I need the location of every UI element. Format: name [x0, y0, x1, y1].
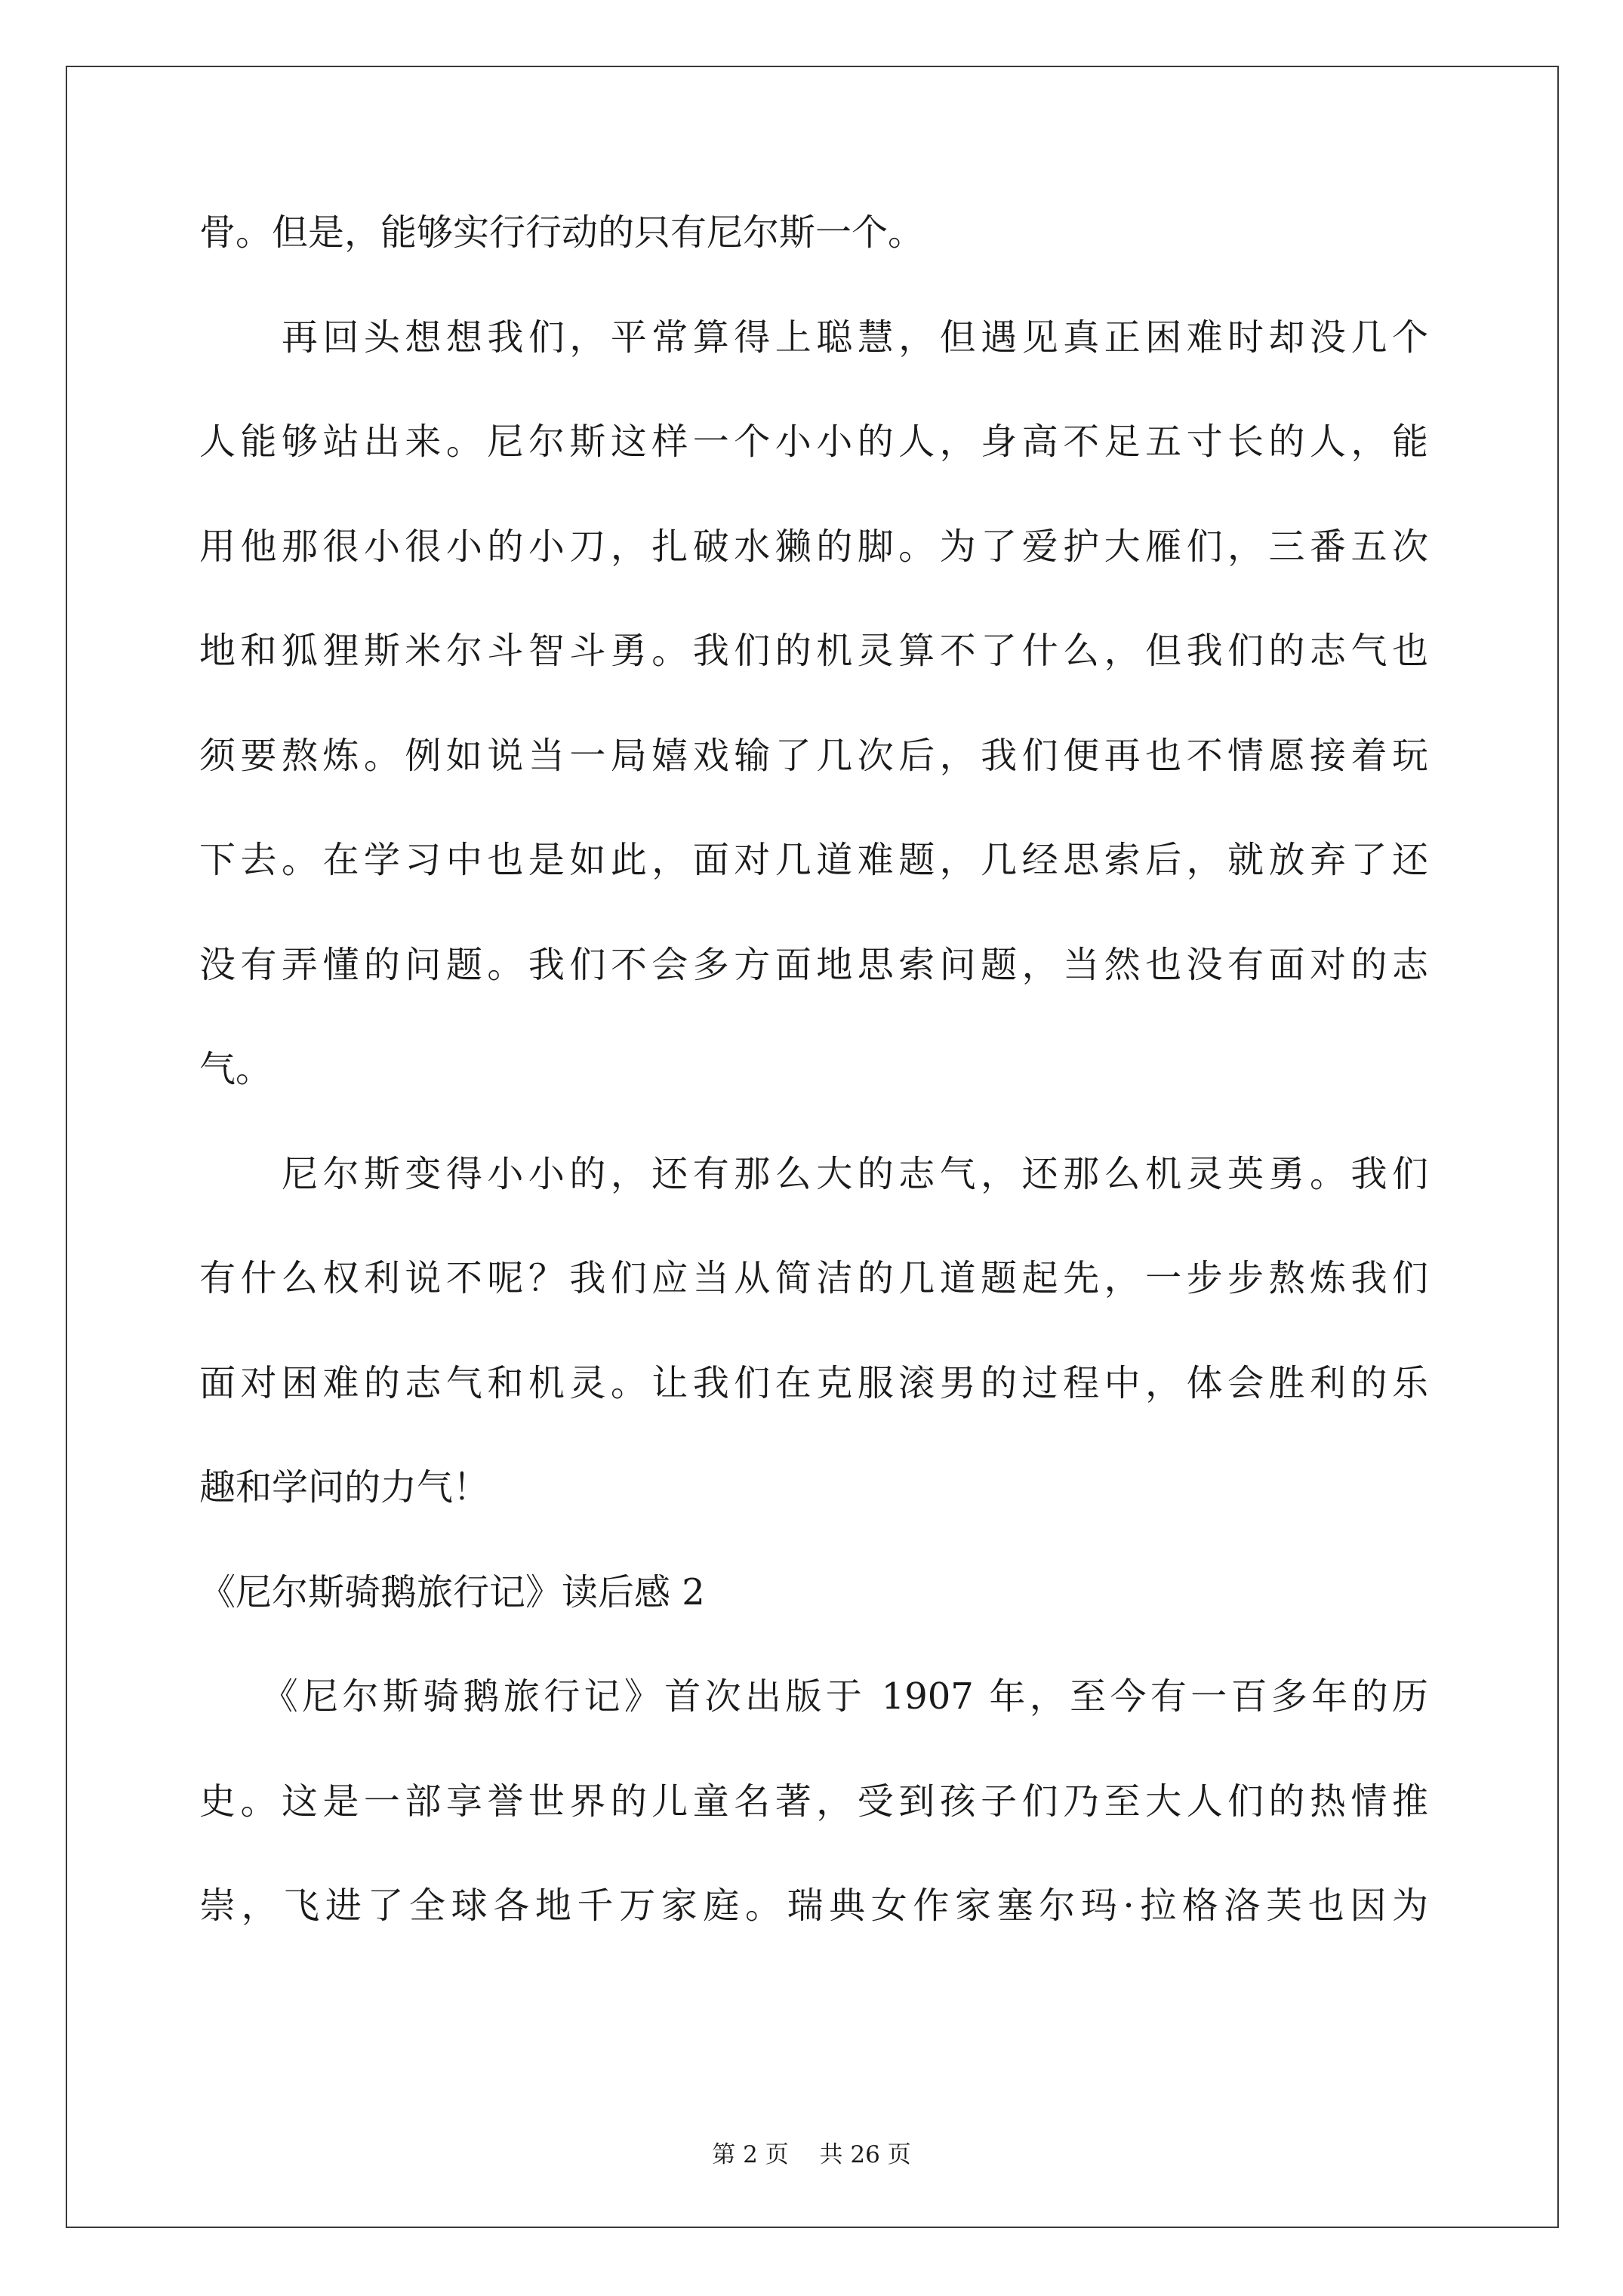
section-heading: 《尼尔斯骑鹅旅行记》读后感 2	[199, 1570, 705, 1613]
text-line: 下去。在学习中也是如此，面对几道难题，几经思索后，就放弃了还	[199, 839, 1428, 881]
text-line: 须要熬炼。例如说当一局嬉戏输了几次后，我们便再也不情愿接着玩	[199, 734, 1428, 777]
text-line: 没有弄懂的问题。我们不会多方面地思索问题，当然也没有面对的志	[199, 943, 1428, 986]
text-line: 趣和学问的力气！	[199, 1466, 490, 1509]
text-line: 史。这是一部享誉世界的儿童名著，受到孩子们乃至大人们的热情推	[199, 1780, 1428, 1823]
text-line: 用他那很小很小的小刀，扎破水獭的脚。为了爱护大雁们，三番五次	[199, 525, 1428, 568]
text-line: 面对困难的志气和机灵。让我们在克服滚男的过程中，体会胜利的乐	[199, 1361, 1428, 1404]
text-line: 有什么权利说不呢？我们应当从简洁的几道题起先，一步步熬炼我们	[199, 1257, 1428, 1299]
page-footer: 第 2 页 共 26 页	[712, 2141, 911, 2168]
text-line: 气。	[199, 1048, 273, 1090]
text-line: 人能够站出来。尼尔斯这样一个小小的人，身高不足五寸长的人，能	[199, 421, 1428, 463]
text-line: 骨。但是，能够实行行动的只有尼尔斯一个。	[199, 211, 925, 254]
text-line: 再回头想想我们，平常算得上聪慧，但遇见真正困难时却没几个	[199, 316, 1428, 359]
text-line: 尼尔斯变得小小的，还有那么大的志气，还那么机灵英勇。我们	[199, 1152, 1428, 1195]
text-line: 崇，飞进了全球各地千万家庭。瑞典女作家塞尔玛·拉格洛芙也因为	[199, 1885, 1428, 1927]
text-line: 地和狐狸斯米尔斗智斗勇。我们的机灵算不了什么，但我们的志气也	[199, 630, 1428, 672]
text-line: 《尼尔斯骑鹅旅行记》首次出版于 1907 年，至今有一百多年的历	[199, 1675, 1428, 1718]
